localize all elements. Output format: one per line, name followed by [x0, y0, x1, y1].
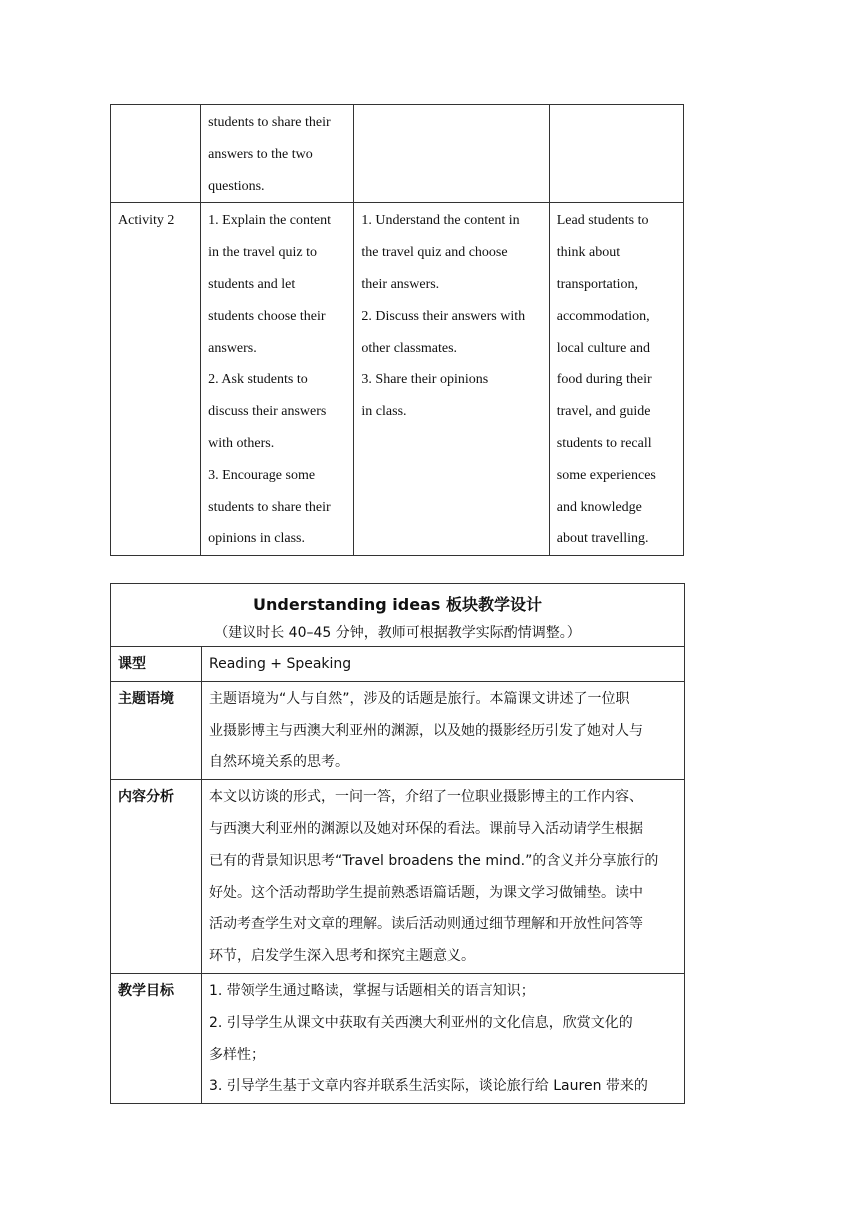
design-row-label: 教学目标 [111, 973, 202, 1103]
design-row-content [202, 780, 685, 974]
design-row-content [202, 681, 685, 779]
content-line: 3. 引导学生基于文章内容并联系生活实际，谈论旅行给 Lauren 带来的 [209, 1078, 648, 1095]
cell-line: 2. Discuss their answers with [361, 308, 526, 324]
cell-line: opinions in class. [208, 531, 305, 547]
cell-line: Activity 2 [118, 213, 175, 229]
cell-line: 1. Explain the content [208, 213, 332, 229]
cell-line: students to recall [556, 435, 652, 451]
cell-line: 1. Understand the content in [361, 213, 520, 229]
cell-line: answers. [208, 340, 257, 356]
design-row [111, 647, 685, 682]
design-title-row [111, 584, 685, 647]
cell-line: answers to the two [208, 146, 313, 162]
content-line: 本文以访谈的形式，一问一答，介绍了一位职业摄影博主的工作内容、 [209, 789, 643, 806]
cell-line: local culture and [556, 340, 651, 356]
purpose-cell [549, 105, 683, 203]
activity-label-cell [111, 105, 201, 203]
activity-table [110, 104, 684, 556]
design-row [111, 681, 685, 779]
activity-row [111, 203, 684, 556]
content-line: 环节，启发学生深入思考和探究主题意义。 [209, 948, 475, 965]
content-line: 活动考查学生对文章的理解。读后活动则通过细节理解和开放性问答等 [209, 916, 643, 933]
design-row-label: 内容分析 [111, 780, 202, 974]
cell-line: their answers. [361, 276, 440, 292]
lesson-design-table [110, 583, 685, 1104]
design-row [111, 973, 685, 1103]
cell-line: travel, and guide [556, 404, 651, 420]
cell-line: with others. [208, 435, 275, 451]
cell-line: in the travel quiz to [208, 245, 318, 261]
cell-line: 2. Ask students to [208, 372, 308, 388]
content-line: 与西澳大利亚州的渊源以及她对环保的看法。课前导入活动请学生根据 [209, 820, 643, 837]
cell-line: Lead students to [556, 213, 649, 229]
design-row-content [202, 647, 685, 682]
design-row-content [202, 973, 685, 1103]
cell-line: think about [556, 245, 621, 261]
activity-row [111, 105, 684, 203]
teacher-activity-cell [201, 203, 354, 556]
design-row-label: 主题语境 [111, 681, 202, 779]
content-line: 自然环境关系的思考。 [209, 754, 349, 771]
cell-line: other classmates. [361, 340, 458, 356]
cell-line: students to share their [208, 115, 331, 130]
activity-label-cell [111, 203, 201, 556]
content-line: 主题语境为“人与自然”，涉及的话题是旅行。本篇课文讲述了一位职 [209, 690, 630, 707]
design-title: Understanding ideas 板块教学设计 [253, 595, 542, 614]
student-activity-cell [354, 203, 549, 556]
design-subtitle: （建议时长 40–45 分钟，教师可根据教学实际酌情调整。） [214, 625, 581, 641]
cell-line: students to share their [208, 499, 331, 515]
purpose-cell [549, 203, 683, 556]
cell-line: and knowledge [556, 499, 642, 515]
teacher-activity-cell [201, 105, 354, 203]
cell-line: discuss their answers [208, 404, 327, 420]
cell-line: 3. Share their opinions [361, 372, 489, 388]
content-line: 2. 引导学生从课文中获取有关西澳大利亚州的文化信息，欣赏文化的 [209, 1014, 633, 1031]
content-line: 好处。这个活动帮助学生提前熟悉语篇话题，为课文学习做铺垫。读中 [209, 884, 643, 901]
content-line: 已有的背景知识思考“Travel broadens the mind.”的含义并分享旅行的 [209, 852, 659, 869]
design-row-label: 课型 [111, 647, 202, 682]
cell-line: about travelling. [556, 531, 649, 547]
design-title-cell [111, 584, 685, 647]
cell-line: accommodation, [556, 308, 650, 324]
cell-line: questions. [208, 178, 265, 194]
cell-line: in class. [361, 404, 407, 420]
cell-line: the travel quiz and choose [361, 245, 508, 261]
cell-line: transportation, [556, 276, 639, 292]
cell-line: some experiences [556, 467, 656, 483]
cell-line: food during their [556, 372, 652, 388]
cell-line: students choose their [208, 308, 326, 324]
student-activity-cell [354, 105, 549, 203]
design-row [111, 780, 685, 974]
content-line: 1. 带领学生通过略读，掌握与话题相关的语言知识； [209, 982, 535, 999]
cell-line: 3. Encourage some [208, 467, 316, 483]
cell-line: students and let [208, 276, 296, 292]
content-line: 多样性； [209, 1046, 265, 1063]
content-line: 业摄影博主与西澳大利亚州的渊源，以及她的摄影经历引发了她对人与 [209, 722, 643, 739]
content-line: Reading + Speaking [209, 656, 352, 672]
